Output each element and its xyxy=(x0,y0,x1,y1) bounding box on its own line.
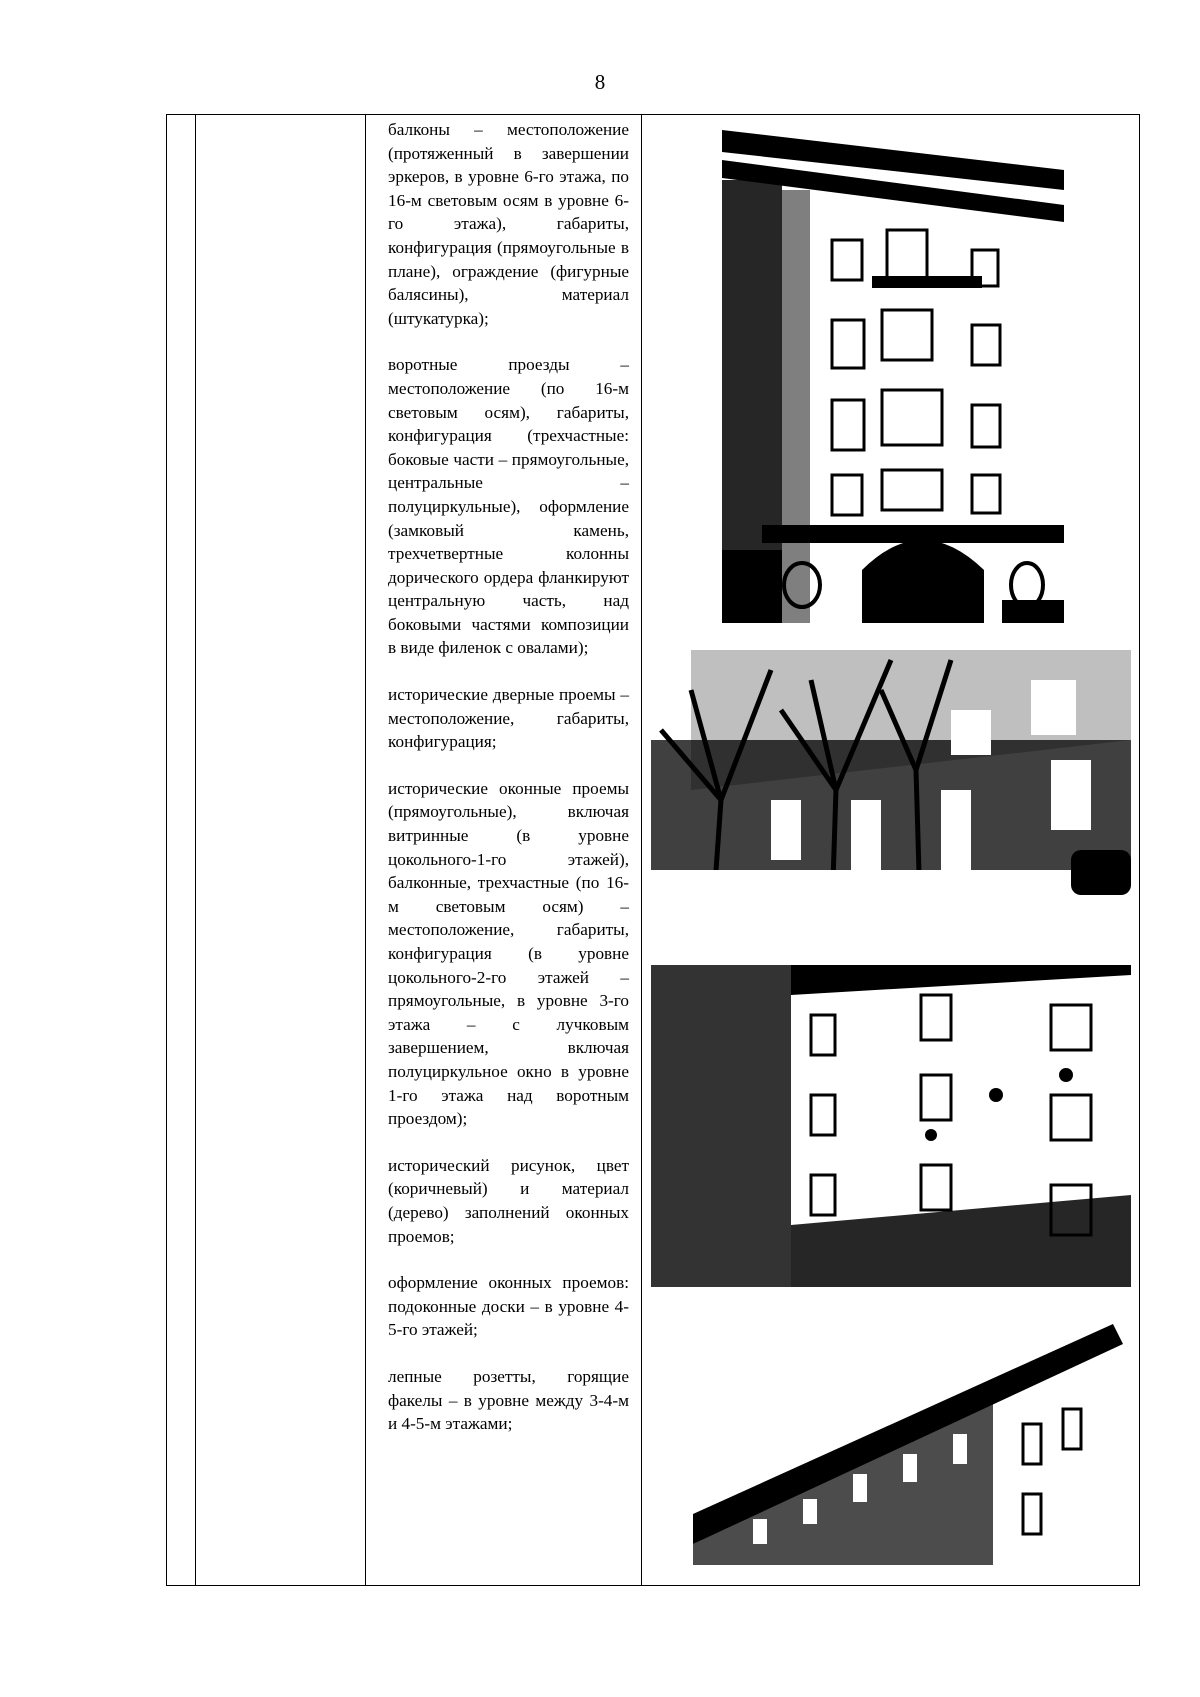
paragraph-window-openings: исторические оконные проемы (прямоугольные), включая витринные (в уровне цокольного-1-го этажей), балконные, трехчастные (по 16-м световым осям) – местоположение, габариты, конфигурация (в уровне цокольного-2-го этажей – прямоугольные, в уровне 3-го этажа – с лучковым завершением, включая полуциркульное окно в уровне 1-го этажа над воротным проездом); xyxy=(388,778,629,1129)
facade-photo-2 xyxy=(651,650,1131,941)
description-column xyxy=(388,118,629,1436)
page-number: 8 xyxy=(594,70,606,94)
paragraph-balconies: балконы – местоположение (протяженный в завершении эркеров, в уровне 6-го этажа, по 16-м световым осям в уровне 6-го этажа), габариты, конфигурация (прямоугольные в плане), ограждение (фигурные балясины), материал (штукатурка); xyxy=(388,120,629,328)
facade-photo-3 xyxy=(651,965,1131,1287)
facade-photo-1 xyxy=(722,130,1064,623)
facade-photo-4 xyxy=(693,1314,1131,1565)
paragraph-window-decoration: оформление оконных проемов: подоконные доски – в уровне 4-5-го этажей; xyxy=(388,1273,629,1340)
column-divider xyxy=(195,115,196,1585)
paragraph-door-openings: исторические дверные проемы – местоположение, габариты, конфигурация; xyxy=(388,685,629,752)
paragraph-gateways: воротные проезды – местоположение (по 16-м световым осям), габариты, конфигурация (трехчастные: боковые части – прямоугольные, центральные – полуциркульные), оформление (замковый камень, трехчетвертные колонны дорического ордера фланкируют центральную часть, над боковыми частями композиции в виде филенок с овалами); xyxy=(388,355,629,658)
column-divider xyxy=(365,115,366,1585)
paragraph-rosettes: лепные розетты, горящие факелы – в уровне между 3-4-м и 4-5-м этажами; xyxy=(388,1366,629,1434)
paragraph-window-fillings: исторический рисунок, цвет (коричневый) и материал (дерево) заполнений оконных проемов; xyxy=(388,1155,629,1246)
column-divider xyxy=(641,115,642,1585)
